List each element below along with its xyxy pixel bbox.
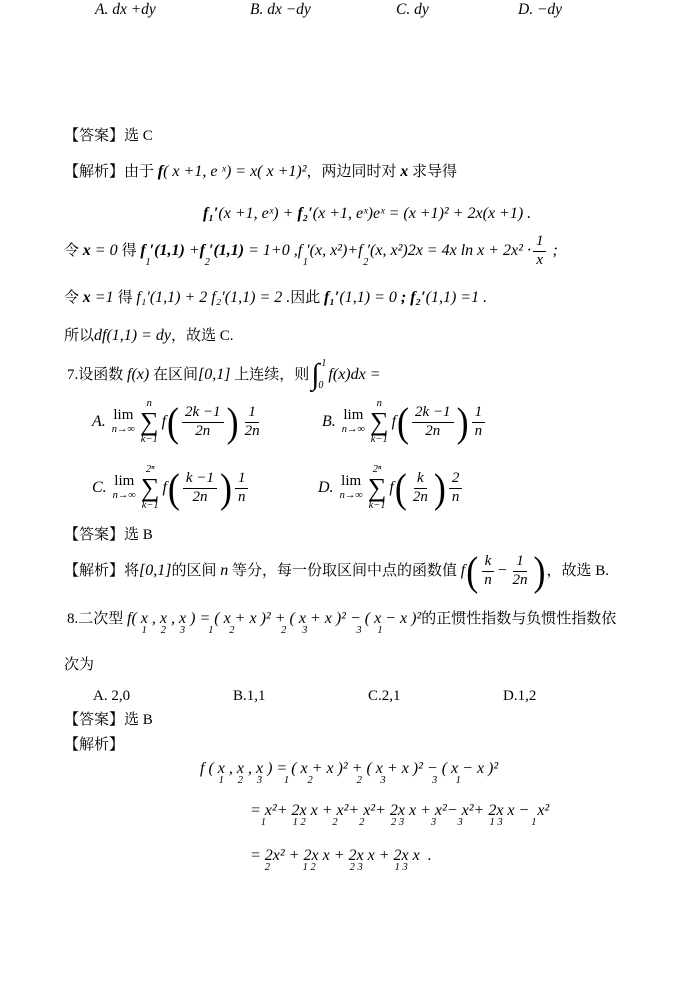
math-text: − x² <box>446 802 474 819</box>
q7-option-d <box>318 455 464 521</box>
math-text: 二次型 <box>78 611 128 627</box>
math-text: 因此 <box>290 290 325 306</box>
q7-analysis <box>64 544 609 598</box>
q7-option-c <box>92 455 250 521</box>
fraction-denominator: 2n <box>195 422 211 439</box>
fraction-denominator: x <box>536 251 544 268</box>
subscripted-term <box>473 801 519 828</box>
math-text: )² − ( x − x <box>408 760 485 777</box>
summation-lower-limit: k−1 <box>141 500 159 512</box>
dropped-subscript: 1 2 <box>302 862 316 873</box>
subscripted-term <box>331 609 408 636</box>
dropped-subscript: 1 2 <box>208 625 235 636</box>
q6-answer: 【答案】选 C <box>64 128 153 144</box>
math-text: D. <box>318 479 338 496</box>
subscripted-term <box>256 609 332 636</box>
dropped-subscript: 1 3 <box>394 862 408 873</box>
summation <box>140 398 159 446</box>
math-text: ，故选 B. <box>546 562 610 579</box>
fraction-numerator: 2k −1 <box>182 404 224 422</box>
fraction <box>235 470 249 506</box>
q8-expansion-line3 <box>250 846 432 873</box>
math-text: )² + ( x + x <box>256 610 332 627</box>
subscripted-term <box>200 759 225 786</box>
math-text: df(1,1) = dy <box>94 327 172 344</box>
math-text: + x² <box>348 802 376 819</box>
math-text: = x² <box>250 802 277 819</box>
summation <box>141 464 160 512</box>
dropped-subscript: 2 <box>359 817 365 828</box>
math-text: 的正惯性指数与负惯性指数依 <box>421 611 617 627</box>
math-text: f <box>157 163 164 180</box>
math-text: 得 <box>117 290 137 306</box>
integral-limits <box>319 359 326 391</box>
subscripted-term <box>333 759 409 786</box>
subscripted-term <box>284 846 334 873</box>
dropped-subscript: 1 3 <box>489 817 503 828</box>
subscripted-term <box>348 801 376 828</box>
math-text: B. <box>322 413 340 430</box>
subscripted-term <box>446 801 474 828</box>
subscripted-term <box>140 241 185 268</box>
fraction <box>410 470 431 506</box>
dropped-subscript: 1 <box>141 625 147 636</box>
subscripted-term <box>378 846 424 873</box>
q8-stem-cont: 次为 <box>64 657 95 673</box>
q6-option-d: D. −dy <box>518 1 563 18</box>
math-text: f ( x <box>200 760 225 777</box>
q6-case-x0 <box>64 228 558 274</box>
dropped-subscript: 3 <box>457 817 463 828</box>
fraction <box>242 404 263 440</box>
subscripted-term <box>147 609 167 636</box>
math-text: 等分，每一份取区间中点的函数值 <box>228 562 461 579</box>
fraction-denominator: n <box>474 422 483 439</box>
math-text: )² + ( x + x <box>333 760 409 777</box>
fraction-numerator: k <box>414 470 427 488</box>
big-paren: ( <box>167 464 180 511</box>
q6-option-b: B. dx −dy <box>250 1 311 18</box>
integral-lower-limit: 0 <box>318 380 324 391</box>
math-text: 设函数 <box>78 366 128 383</box>
q8-options-row <box>0 687 696 709</box>
math-text: 2x = 4x ln x + 2x² · <box>407 242 531 259</box>
summation <box>368 464 387 512</box>
math-text: [0,1] <box>139 562 172 579</box>
math-text: = 1+0 , <box>244 242 298 259</box>
math-text: x <box>82 242 91 259</box>
subscripted-term <box>408 759 485 786</box>
math-text: 上连续，则 <box>230 366 310 383</box>
limit-word: lim <box>341 473 362 490</box>
limit-word: lim <box>114 473 135 490</box>
big-paren: ) <box>456 398 469 445</box>
fraction-denominator: 2n <box>244 422 260 439</box>
q7-option-a <box>92 389 265 455</box>
summation-lower-limit: k−1 <box>140 434 158 446</box>
math-text: )² <box>484 760 499 777</box>
limit <box>342 408 365 436</box>
q6-option-a: A. dx +dy <box>95 1 156 18</box>
subscripted-term <box>224 759 244 786</box>
math-text: ) = ( x + x <box>263 760 334 777</box>
fraction-numerator: k −1 <box>183 470 217 488</box>
dropped-subscript: 3 <box>256 775 263 786</box>
fraction-denominator: n <box>451 488 460 505</box>
q7-option-b <box>322 389 487 455</box>
fraction-denominator: 2n <box>192 488 208 505</box>
math-text: + x² <box>321 802 349 819</box>
q6-derivative-equation <box>203 204 531 224</box>
fraction <box>449 470 463 506</box>
dropped-subscript: 1 <box>531 817 537 828</box>
math-text: )² <box>407 610 422 627</box>
summation-upper-limit: 2ⁿ <box>145 464 155 476</box>
fraction-numerator: 1 <box>513 553 527 571</box>
big-paren: ( <box>466 547 479 594</box>
math-text: (x +1, eˣ)eˣ = (x +1)² + 2x(x +1) . <box>312 205 532 222</box>
math-text: f(x) <box>127 366 150 383</box>
dropped-subscript: 1 <box>145 257 151 268</box>
big-paren: ( <box>167 398 180 445</box>
math-text: f₁′ <box>203 205 219 222</box>
q6-analysis <box>64 162 457 182</box>
limit-subscript: n→∞ <box>111 424 136 436</box>
math-text: C. <box>92 479 111 496</box>
q7-answer: 【答案】选 B <box>64 527 153 543</box>
limit-subscript: n→∞ <box>341 424 366 436</box>
math-text: 【解析】由于 <box>64 164 158 180</box>
subscripted-term <box>243 759 264 786</box>
math-text: f₂′ <box>410 289 426 306</box>
math-text: , x <box>147 610 167 627</box>
math-text: x <box>400 163 409 180</box>
subscripted-term <box>250 801 277 828</box>
q6-conclusion <box>64 326 234 346</box>
subscripted-term <box>333 846 379 873</box>
math-text: ( x +1, e ˣ) = x( x +1)² <box>163 163 307 180</box>
math-text: 得 <box>121 242 141 259</box>
math-text: (1,1) =1 . <box>425 289 488 306</box>
q6-case-x1 <box>64 288 487 308</box>
dropped-subscript: 2 <box>264 862 270 873</box>
math-text: 所以 <box>64 328 95 344</box>
dropped-subscript: 3 <box>179 625 186 636</box>
sigma-symbol: ∑ <box>140 406 159 436</box>
math-text: f ′(x, x²) <box>358 242 408 259</box>
dropped-subscript: 2 <box>204 257 210 268</box>
math-text: + 2x x <box>473 802 519 819</box>
math-text: f ′(1,1) <box>199 242 245 259</box>
math-text: + x² <box>420 802 447 819</box>
big-paren: ( <box>397 398 410 445</box>
subscripted-term <box>321 801 349 828</box>
subscripted-term <box>199 241 245 268</box>
summation-upper-limit: 2ⁿ <box>372 464 382 476</box>
big-paren: ( <box>394 464 407 511</box>
summation-lower-limit: k−1 <box>370 434 388 446</box>
q8-option-b: B.1,1 <box>233 688 266 704</box>
fraction-numerator: 1 <box>533 233 547 251</box>
big-paren: ) <box>533 547 546 594</box>
math-text: ) = ( x + x <box>186 610 257 627</box>
dropped-subscript: 1 <box>218 775 224 786</box>
dropped-subscript: 2 3 <box>391 817 405 828</box>
fraction <box>533 233 547 269</box>
fraction <box>183 470 217 506</box>
dropped-subscript: 3 <box>430 817 437 828</box>
math-text: (1,1) = 0 <box>339 289 401 306</box>
q8-answer: 【答案】选 B <box>64 712 153 728</box>
fraction <box>182 404 224 440</box>
fraction-numerator: 1 <box>235 470 249 488</box>
limit-subscript: n→∞ <box>112 490 136 502</box>
dropped-subscript: 1 2 <box>292 817 306 828</box>
math-text: = 2x² <box>250 847 285 864</box>
math-text: (x +1, eˣ) + <box>218 205 298 222</box>
integral <box>311 359 326 391</box>
big-paren: ) <box>433 464 446 511</box>
math-text: , x <box>243 760 264 777</box>
math-text: f <box>161 413 167 430</box>
math-text: ; <box>400 289 411 306</box>
math-text: , x <box>224 760 244 777</box>
subscripted-term <box>358 241 408 268</box>
limit-word: lim <box>113 407 134 424</box>
math-text: + 2x x <box>375 802 421 819</box>
fraction <box>472 404 486 440</box>
sigma-symbol: ∑ <box>370 406 389 436</box>
subscripted-term <box>127 609 148 636</box>
q8-option-a: A. 2,0 <box>93 688 131 704</box>
summation <box>370 398 389 446</box>
math-text: + <box>347 242 359 259</box>
subscripted-term <box>518 801 550 828</box>
limit <box>112 408 135 436</box>
fraction-numerator: 1 <box>245 404 259 422</box>
math-text: 求导得 <box>408 164 458 180</box>
fraction-numerator: 2k −1 <box>412 404 454 422</box>
subscripted-term <box>420 801 447 828</box>
fraction-denominator: 2n <box>512 571 528 588</box>
fraction <box>481 553 495 589</box>
q8-stem <box>67 609 617 636</box>
fraction-numerator: 2 <box>449 470 463 488</box>
fraction-denominator: n <box>237 488 246 505</box>
math-text: )² − ( x − x <box>331 610 408 627</box>
q6-option-c: C. dy <box>396 1 429 18</box>
subscripted-term <box>276 801 322 828</box>
math-text: f ′(x, x²) <box>297 242 348 259</box>
math-text: f <box>460 562 466 579</box>
dropped-subscript: 1 2 <box>283 775 313 786</box>
math-text: f <box>391 413 397 430</box>
math-text: f₁′ <box>324 289 340 306</box>
math-text: 8. <box>67 611 79 627</box>
subscripted-term <box>297 241 348 268</box>
math-text: =1 <box>90 289 118 306</box>
subscripted-term <box>167 609 187 636</box>
math-text: ; <box>548 242 558 259</box>
dropped-subscript: 1 <box>302 257 308 268</box>
math-text: 令 <box>64 242 83 259</box>
dropped-subscript: 2 <box>363 257 369 268</box>
math-text: 的区间 <box>171 562 221 579</box>
summation-upper-limit: n <box>376 398 382 410</box>
fraction-denominator: 2n <box>412 488 428 505</box>
math-text: A. <box>92 413 110 430</box>
math-text: ，两边同时对 <box>306 164 401 180</box>
math-text: + 2x x <box>333 847 379 864</box>
big-paren: ) <box>219 464 232 511</box>
q8-expansion-line2 <box>250 801 550 828</box>
fraction-numerator: k <box>482 553 495 571</box>
math-text: + <box>184 242 200 259</box>
fraction-numerator: 1 <box>472 404 486 422</box>
dropped-subscript: 1 <box>260 817 266 828</box>
q8-analysis-label: 【解析】 <box>64 737 125 753</box>
math-text: 在区间 <box>149 366 198 383</box>
dropped-subscript: 3 1 <box>431 775 461 786</box>
sigma-symbol: ∑ <box>367 472 387 502</box>
dropped-subscript: 2 <box>160 625 166 636</box>
math-text: f(x)dx = <box>328 366 381 383</box>
dropped-subscript: 2 3 <box>281 625 308 636</box>
dropped-subscript: 2 <box>237 775 243 786</box>
math-text: f₂′ <box>297 205 313 222</box>
math-text: n <box>220 562 229 579</box>
math-text: + 2x x <box>276 802 322 819</box>
limit <box>113 474 136 502</box>
fraction <box>412 404 454 440</box>
q8-expansion-line1 <box>200 759 499 786</box>
math-text: [0,1] <box>197 366 231 383</box>
subscripted-term <box>186 609 257 636</box>
math-text: . <box>423 847 432 864</box>
math-text: f <box>162 479 167 496</box>
math-text: − <box>496 562 508 579</box>
summation-lower-limit: k−1 <box>368 500 386 512</box>
sigma-symbol: ∑ <box>140 472 160 502</box>
math-text: 【解析】将 <box>64 562 140 579</box>
math-text: 7. <box>67 366 79 383</box>
integral-upper-limit: 1 <box>321 358 327 369</box>
dropped-subscript: 2 3 <box>349 862 363 873</box>
math-text: + 2x x <box>284 847 334 864</box>
fraction-denominator: 2n <box>425 422 441 439</box>
limit-word: lim <box>343 407 364 424</box>
summation-upper-limit: n <box>146 398 152 410</box>
math-text: x <box>82 289 91 306</box>
math-text: , x <box>167 610 187 627</box>
dropped-subscript: 3 1 <box>356 625 383 636</box>
math-text: = 0 <box>90 242 122 259</box>
math-text: f <box>389 479 394 496</box>
subscripted-term <box>375 801 421 828</box>
math-text: f₁′(1,1) + 2 f₂′(1,1) = 2 . <box>136 289 291 306</box>
math-text: f( x <box>127 610 148 627</box>
math-text: f ′(1,1) <box>140 242 185 259</box>
big-paren: ) <box>226 398 239 445</box>
subscripted-term <box>250 846 285 873</box>
dropped-subscript: 2 3 <box>356 775 386 786</box>
fraction-denominator: n <box>484 571 492 588</box>
limit <box>340 474 363 502</box>
math-text: + 2x x <box>378 847 424 864</box>
q8-option-c: C.2,1 <box>368 688 401 704</box>
fraction <box>510 553 531 589</box>
q8-option-d: D.1,2 <box>503 688 537 704</box>
math-text: − x² <box>518 802 550 819</box>
dropped-subscript: 2 <box>332 817 338 828</box>
subscripted-term <box>263 759 334 786</box>
q7-stem <box>67 357 381 393</box>
q6-options-row <box>0 0 696 22</box>
math-text: 令 <box>64 290 83 306</box>
math-text: ，故选 C. <box>171 328 234 344</box>
limit-subscript: n→∞ <box>339 490 363 502</box>
integral-symbol: ∫ <box>311 358 320 391</box>
